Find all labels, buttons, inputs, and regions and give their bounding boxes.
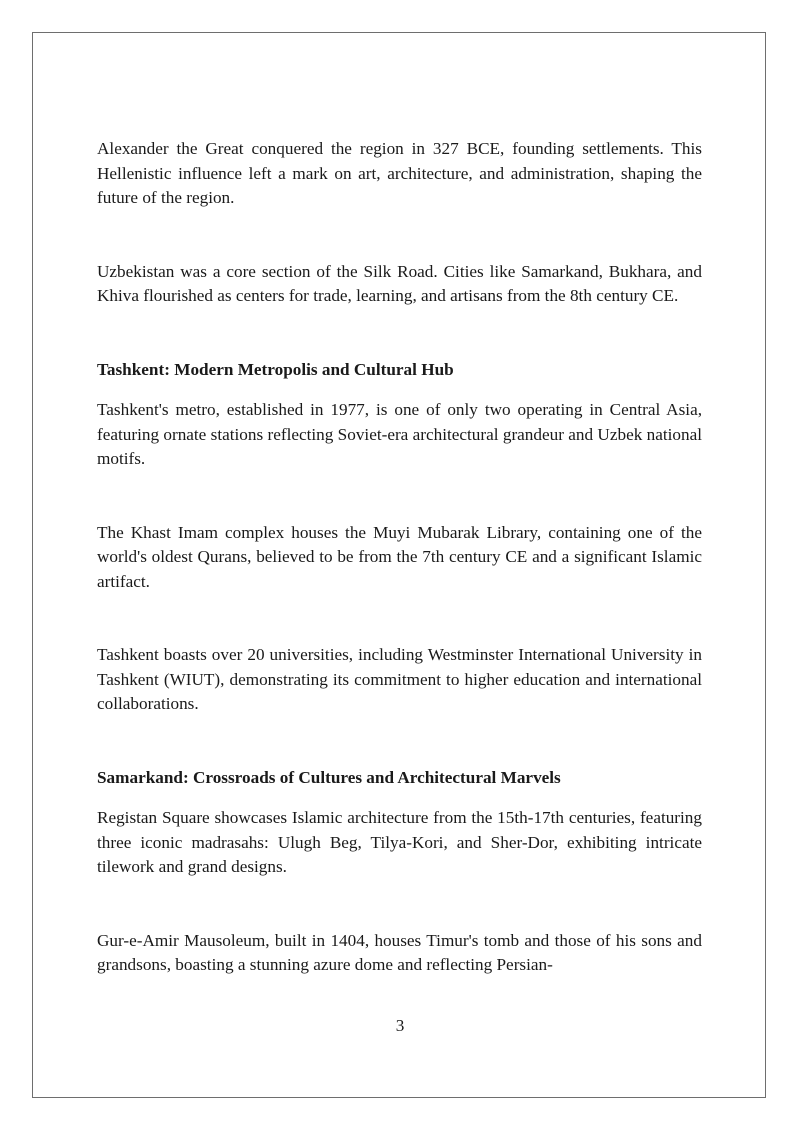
paragraph-universities: Tashkent boasts over 20 universities, including Westminster International University in Tashkent (WIUT), demonstrating its commitment to higher education and international collaborations. [97, 645, 702, 713]
paragraph-silk-road: Uzbekistan was a core section of the Silk Road. Cities like Samarkand, Bukhara, and Khiva flourished as centers for trade, learning, and artisans from the 8th century CE. [97, 261, 702, 305]
heading-samarkand: Samarkand: Crossroads of Cultures and Architectural Marvels [97, 767, 561, 787]
heading-tashkent: Tashkent: Modern Metropolis and Cultural Hub [97, 359, 454, 379]
page-number: 3 [395, 1016, 405, 1035]
document-body [97, 137, 702, 978]
paragraph-alexander: Alexander the Great conquered the region in 327 BCE, founding settlements. This Hellenistic influence left a mark on art, architecture, and administration, shaping the future of the region. [97, 139, 702, 207]
paragraph-gur-e-amir: Gur-e-Amir Mausoleum, built in 1404, houses Timur's tomb and those of his sons and grandsons, boasting a stunning azure dome and reflecting Persian- [97, 930, 702, 974]
paragraph-khast-imam: The Khast Imam complex houses the Muyi Mubarak Library, containing one of the world's oldest Qurans, believed to be from the 7th century CE and a significant Islamic artifact. [97, 522, 702, 591]
paragraph-registan: Registan Square showcases Islamic architecture from the 15th-17th centuries, featuring three iconic madrasahs: Ulugh Beg, Tilya-Kori, and Sher-Dor, exhibiting intricate tilework and grand designs. [97, 808, 702, 876]
paragraph-tashkent-metro: Tashkent's metro, established in 1977, is one of only two operating in Central Asia, featuring ornate stations reflecting Soviet-era architectural grandeur and Uzbek national motifs. [97, 400, 702, 468]
